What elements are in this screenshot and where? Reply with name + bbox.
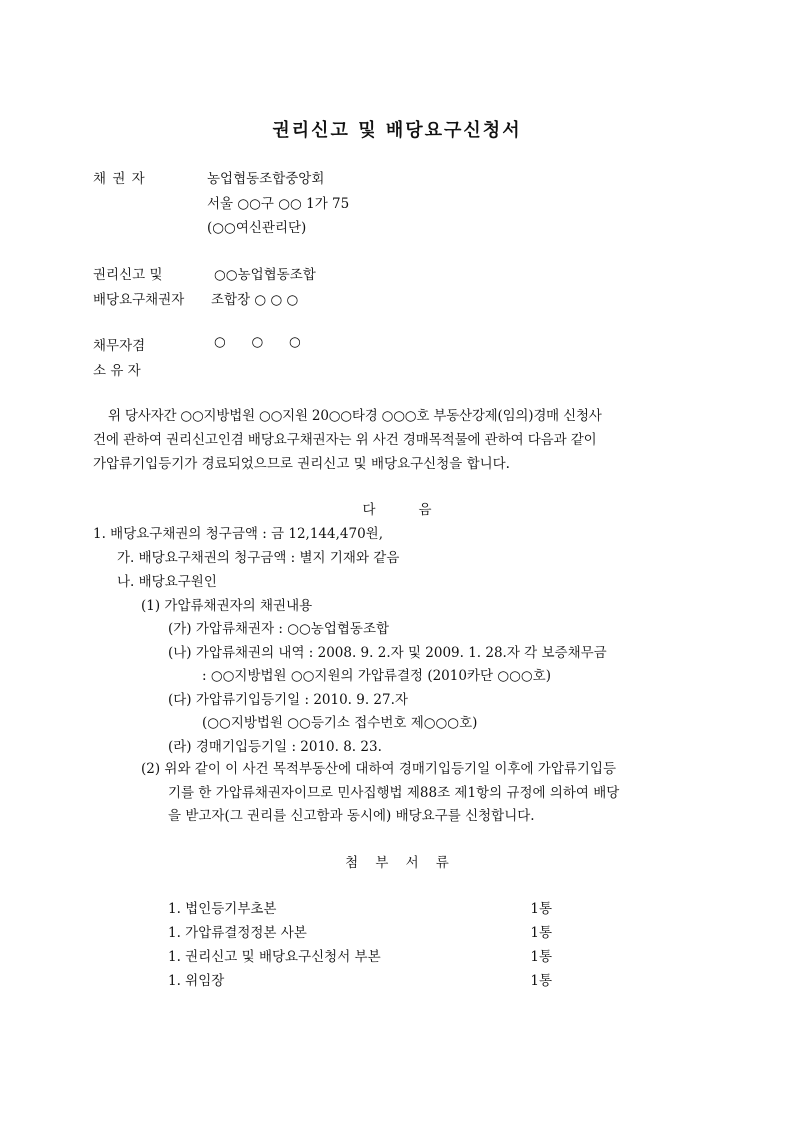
item-na2: (나) 가압류채권의 내역 : 2008. 9. 2.자 및 2009. 1. 28.자 각 보증채무금 (168, 645, 607, 661)
creditor-address: 서울 ○○구 ○○ 1가 75 (207, 196, 350, 212)
document-title: 권리신고 및 배당요구신청서 (272, 120, 522, 141)
attachment-item (168, 969, 552, 989)
item-p1: (1) 가압류채권자의 채권내용 (141, 598, 313, 614)
attachment-item (168, 897, 552, 917)
attachment-count: 1통 (530, 901, 552, 917)
item-ga: 가. 배당요구채권의 청구금액 : 별지 기재와 같음 (117, 550, 400, 566)
claimant-label-2: 배당요구채권자 (93, 292, 185, 308)
creditor-name: 농업협동조합중앙회 (207, 171, 325, 187)
attachment-item (168, 921, 552, 941)
creditor-dept: (○○여신관리단) (207, 220, 307, 236)
item-p2-line-1: (2) 위와 같이 이 사건 목적부동산에 대하여 경매기입등기일 이후에 가압류기입등 (141, 761, 617, 777)
section-heading: 다 음 (362, 502, 432, 518)
creditor-label: 채 권 자 (93, 171, 146, 187)
item-da2b: (○○지방법원 ○○등기소 접수번호 제○○○호) (202, 715, 478, 731)
claimant-label-1: 권리신고 및 (93, 267, 163, 283)
attachment-count: 1통 (530, 949, 552, 965)
attachment-name: 1. 가압류결정정본 사본 (168, 925, 307, 941)
body-line-3: 가압류기입등기가 경료되었으므로 권리신고 및 배당요구신청을 합니다. (93, 456, 510, 472)
item-ga2: (가) 가압류채권자 : ○○농업협동조합 (168, 621, 390, 637)
attachment-name: 1. 법인등기부초본 (168, 901, 277, 917)
debtor-name: ○ ○ ○ (214, 334, 301, 350)
item-da2: (다) 가압류기입등기일 : 2010. 9. 27.자 (168, 692, 408, 708)
attachment-count: 1통 (530, 973, 552, 989)
debtor-label: 채무자겸 (93, 338, 146, 354)
claimant-org: ○○농업협동조합 (214, 267, 316, 283)
item-1: 1. 배당요구채권의 청구금액 : 금 12,144,470원, (93, 526, 384, 542)
item-p2-line-2: 기를 한 가압류채권자이므로 민사집행법 제88조 제1항의 규정에 의하여 배당 (168, 785, 620, 801)
body-line-1: 위 당사자간 ○○지방법원 ○○지원 20○○타경 ○○○호 부동산강제(임의)경매 신청사 (108, 408, 602, 424)
body-line-2: 건에 관하여 권리신고인겸 배당요구채권자는 위 사건 경매목적물에 관하여 다음과 같이 (93, 432, 597, 448)
attachment-count: 1통 (530, 925, 552, 941)
claimant-rep: 조합장 ○ ○ ○ (211, 292, 299, 308)
item-na: 나. 배당요구원인 (117, 574, 217, 590)
item-ra2: (라) 경매기입등기일 : 2010. 8. 23. (168, 739, 382, 755)
item-na2b: : ○○지방법원 ○○지원의 가압류결정 (2010카단 ○○○호) (202, 668, 551, 684)
attachment-name: 1. 권리신고 및 배당요구신청서 부본 (168, 949, 381, 965)
owner-label: 소 유 자 (93, 363, 141, 379)
item-p2-line-3: 을 받고자(그 권리를 신고함과 동시에) 배당요구를 신청합니다. (168, 808, 535, 824)
attachment-item (168, 945, 552, 965)
attachments-heading: 첨 부 서 류 (345, 855, 449, 871)
attachment-name: 1. 위임장 (168, 973, 225, 989)
